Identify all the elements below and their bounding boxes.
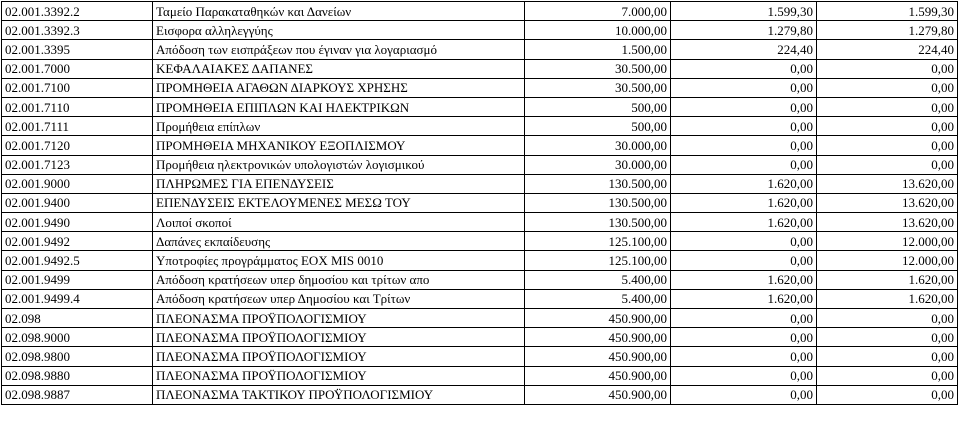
budget-amount-cell: 500,00	[525, 97, 671, 116]
budget-table-body	[2, 2, 958, 405]
budget-amount-cell: 450.900,00	[525, 328, 671, 347]
account-code-cell: 02.001.7100	[2, 78, 153, 97]
budget-amount-cell: 500,00	[525, 117, 671, 136]
commitment-amount-cell: 224,40	[671, 40, 817, 59]
payment-amount-cell: 0,00	[817, 309, 958, 328]
payment-amount-cell: 0,00	[817, 347, 958, 366]
account-code-cell: 02.001.9499.4	[2, 289, 153, 308]
budget-amount-cell: 5.400,00	[525, 289, 671, 308]
table-row	[2, 59, 958, 78]
table-row	[2, 136, 958, 155]
account-code-cell: 02.001.9400	[2, 193, 153, 212]
account-code-cell: 02.001.7123	[2, 155, 153, 174]
table-row	[2, 289, 958, 308]
payment-amount-cell: 1.599,30	[817, 2, 958, 21]
payment-amount-cell: 0,00	[817, 366, 958, 385]
description-cell: Απόδοση κρατήσεων υπερ Δημοσίου και Τρίτων	[153, 289, 525, 308]
description-cell: Εισφορα αλληλεγγύης	[153, 21, 525, 40]
payment-amount-cell: 0,00	[817, 59, 958, 78]
table-row	[2, 347, 958, 366]
budget-amount-cell: 5.400,00	[525, 270, 671, 289]
budget-amount-cell: 450.900,00	[525, 385, 671, 404]
description-cell: Προμήθεια επίπλων	[153, 117, 525, 136]
payment-amount-cell: 0,00	[817, 97, 958, 116]
commitment-amount-cell: 1.599,30	[671, 2, 817, 21]
budget-table	[1, 1, 958, 405]
account-code-cell: 02.001.7111	[2, 117, 153, 136]
budget-amount-cell: 7.000,00	[525, 2, 671, 21]
commitment-amount-cell: 0,00	[671, 328, 817, 347]
budget-amount-cell: 450.900,00	[525, 347, 671, 366]
account-code-cell: 02.001.9492	[2, 232, 153, 251]
payment-amount-cell: 13.620,00	[817, 193, 958, 212]
commitment-amount-cell: 1.620,00	[671, 213, 817, 232]
budget-amount-cell: 30.500,00	[525, 59, 671, 78]
description-cell: Απόδοση κρατήσεων υπερ δημοσίου και τρίτων απο	[153, 270, 525, 289]
account-code-cell: 02.098	[2, 309, 153, 328]
commitment-amount-cell: 1.620,00	[671, 174, 817, 193]
payment-amount-cell: 12.000,00	[817, 251, 958, 270]
payment-amount-cell: 13.620,00	[817, 174, 958, 193]
commitment-amount-cell: 0,00	[671, 59, 817, 78]
description-cell: ΚΕΦΑΛΑΙΑΚΕΣ ΔΑΠΑΝΕΣ	[153, 59, 525, 78]
payment-amount-cell: 1.620,00	[817, 289, 958, 308]
description-cell: ΠΛΕΟΝΑΣΜΑ ΠΡΟΫΠΟΛΟΓΙΣΜΙΟΥ	[153, 328, 525, 347]
description-cell: ΕΠΕΝΔΥΣΕΙΣ ΕΚΤΕΛΟΥΜΕΝΕΣ ΜΕΣΩ ΤΟΥ	[153, 193, 525, 212]
table-row	[2, 270, 958, 289]
table-row	[2, 385, 958, 404]
table-row	[2, 117, 958, 136]
description-cell: Υποτροφίες προγράμματος ΕΟΧ MIS 0010	[153, 251, 525, 270]
table-row	[2, 213, 958, 232]
table-row	[2, 366, 958, 385]
budget-amount-cell: 30.000,00	[525, 155, 671, 174]
payment-amount-cell: 0,00	[817, 117, 958, 136]
payment-amount-cell: 13.620,00	[817, 213, 958, 232]
payment-amount-cell: 0,00	[817, 78, 958, 97]
commitment-amount-cell: 1.620,00	[671, 289, 817, 308]
payment-amount-cell: 1.620,00	[817, 270, 958, 289]
account-code-cell: 02.001.7120	[2, 136, 153, 155]
commitment-amount-cell: 0,00	[671, 155, 817, 174]
commitment-amount-cell: 0,00	[671, 78, 817, 97]
account-code-cell: 02.098.9887	[2, 385, 153, 404]
account-code-cell: 02.001.9492.5	[2, 251, 153, 270]
table-row	[2, 155, 958, 174]
description-cell: ΠΡΟΜΗΘΕΙΑ ΕΠΙΠΛΩΝ ΚΑΙ ΗΛΕΚΤΡΙΚΩΝ	[153, 97, 525, 116]
commitment-amount-cell: 0,00	[671, 347, 817, 366]
description-cell: ΠΛΕΟΝΑΣΜΑ ΠΡΟΫΠΟΛΟΓΙΣΜΙΟΥ	[153, 309, 525, 328]
commitment-amount-cell: 0,00	[671, 366, 817, 385]
description-cell: Ταμείο Παρακαταθηκών και Δανείων	[153, 2, 525, 21]
budget-amount-cell: 130.500,00	[525, 213, 671, 232]
table-row	[2, 2, 958, 21]
budget-amount-cell: 130.500,00	[525, 174, 671, 193]
budget-amount-cell: 30.500,00	[525, 78, 671, 97]
budget-amount-cell: 10.000,00	[525, 21, 671, 40]
account-code-cell: 02.001.9000	[2, 174, 153, 193]
description-cell: Δαπάνες εκπαίδευσης	[153, 232, 525, 251]
budget-amount-cell: 125.100,00	[525, 251, 671, 270]
account-code-cell: 02.001.9499	[2, 270, 153, 289]
account-code-cell: 02.001.3392.2	[2, 2, 153, 21]
table-row	[2, 309, 958, 328]
payment-amount-cell: 224,40	[817, 40, 958, 59]
description-cell: ΠΛΕΟΝΑΣΜΑ ΠΡΟΫΠΟΛΟΓΙΣΜΙΟΥ	[153, 347, 525, 366]
payment-amount-cell: 12.000,00	[817, 232, 958, 251]
table-row	[2, 328, 958, 347]
commitment-amount-cell: 0,00	[671, 97, 817, 116]
description-cell: ΠΡΟΜΗΘΕΙΑ ΜΗΧΑΝΙΚΟΥ ΕΞΟΠΛΙΣΜΟΥ	[153, 136, 525, 155]
account-code-cell: 02.001.7110	[2, 97, 153, 116]
commitment-amount-cell: 0,00	[671, 136, 817, 155]
account-code-cell: 02.001.7000	[2, 59, 153, 78]
table-row	[2, 251, 958, 270]
budget-amount-cell: 450.900,00	[525, 309, 671, 328]
description-cell: Λοιποί σκοποί	[153, 213, 525, 232]
table-row	[2, 232, 958, 251]
description-cell: ΠΛΕΟΝΑΣΜΑ ΠΡΟΫΠΟΛΟΓΙΣΜΙΟΥ	[153, 366, 525, 385]
budget-amount-cell: 450.900,00	[525, 366, 671, 385]
payment-amount-cell: 0,00	[817, 385, 958, 404]
payment-amount-cell: 0,00	[817, 155, 958, 174]
description-cell: ΠΛΗΡΩΜΕΣ ΓΙΑ ΕΠΕΝΔΥΣΕΙΣ	[153, 174, 525, 193]
commitment-amount-cell: 0,00	[671, 117, 817, 136]
commitment-amount-cell: 1.279,80	[671, 21, 817, 40]
account-code-cell: 02.001.3392.3	[2, 21, 153, 40]
table-row	[2, 78, 958, 97]
description-cell: ΠΡΟΜΗΘΕΙΑ ΑΓΑΘΩΝ ΔΙΑΡΚΟΥΣ ΧΡΗΣΗΣ	[153, 78, 525, 97]
budget-amount-cell: 130.500,00	[525, 193, 671, 212]
account-code-cell: 02.001.3395	[2, 40, 153, 59]
budget-amount-cell: 1.500,00	[525, 40, 671, 59]
table-row	[2, 193, 958, 212]
account-code-cell: 02.098.9880	[2, 366, 153, 385]
account-code-cell: 02.001.9490	[2, 213, 153, 232]
budget-amount-cell: 30.000,00	[525, 136, 671, 155]
payment-amount-cell: 0,00	[817, 328, 958, 347]
table-row	[2, 97, 958, 116]
commitment-amount-cell: 1.620,00	[671, 193, 817, 212]
description-cell: ΠΛΕΟΝΑΣΜΑ ΤΑΚΤΙΚΟΥ ΠΡΟΫΠΟΛΟΓΙΣΜΙΟΥ	[153, 385, 525, 404]
table-row	[2, 40, 958, 59]
payment-amount-cell: 1.279,80	[817, 21, 958, 40]
budget-amount-cell: 125.100,00	[525, 232, 671, 251]
description-cell: Απόδοση των εισπράξεων που έγιναν για λογαριασμό	[153, 40, 525, 59]
commitment-amount-cell: 0,00	[671, 385, 817, 404]
commitment-amount-cell: 0,00	[671, 232, 817, 251]
account-code-cell: 02.098.9000	[2, 328, 153, 347]
table-row	[2, 21, 958, 40]
payment-amount-cell: 0,00	[817, 136, 958, 155]
commitment-amount-cell: 0,00	[671, 251, 817, 270]
commitment-amount-cell: 0,00	[671, 309, 817, 328]
account-code-cell: 02.098.9800	[2, 347, 153, 366]
commitment-amount-cell: 1.620,00	[671, 270, 817, 289]
table-row	[2, 174, 958, 193]
description-cell: Προμήθεια ηλεκτρονικών υπολογιστών λογισμικού	[153, 155, 525, 174]
